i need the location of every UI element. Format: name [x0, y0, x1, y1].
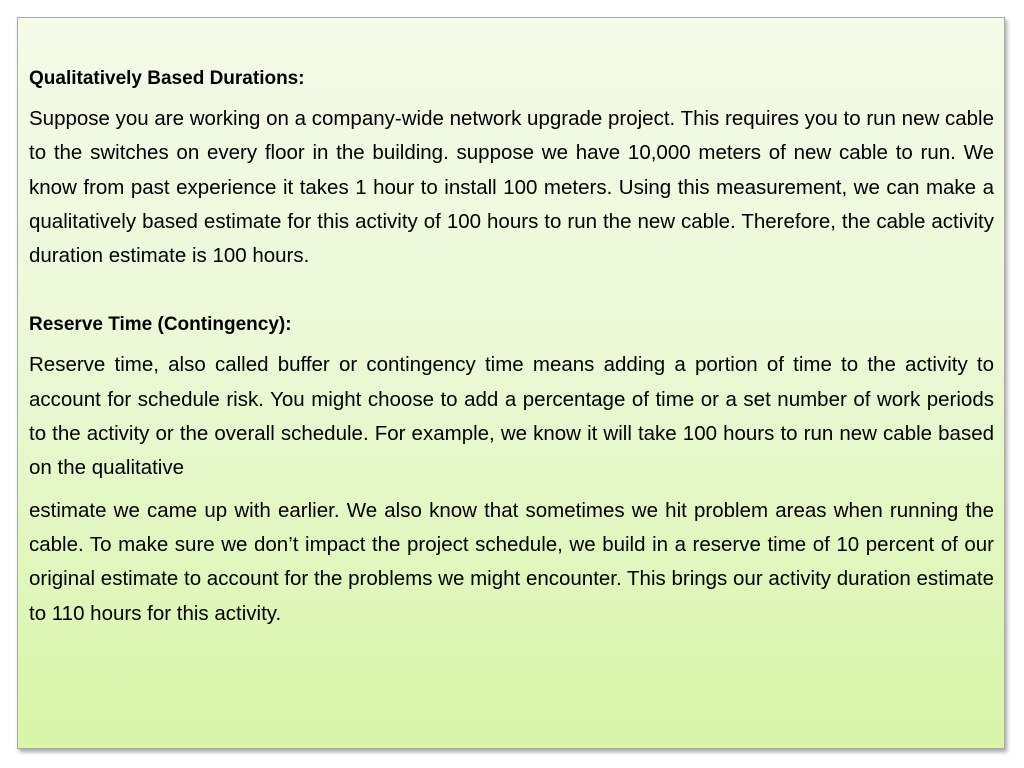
- paragraph-reserve-time-part2: estimate we came up with earlier. We also know that sometimes we hit problem areas when running the cable. To make sure we don’t impact the project schedule, we build in a reserve time of 10 percent of our original estimate to account for the problems we might encounter. This brings our activity duration estimate to 110 hours for this activity.: [29, 498, 994, 625]
- paragraph-reserve-time-part1: Reserve time, also called buffer or contingency time means adding a portion of time to the activity to account for schedule risk. You might choose to add a percentage of time or a set number of work periods to the activity or the overall schedule. For example, we know it will take 100 hours to run new cable based on the qualitative: [29, 353, 994, 480]
- section-heading-qualitative-durations: Qualitatively Based Durations:: [29, 68, 305, 89]
- section-heading-reserve-time: Reserve Time (Contingency):: [29, 314, 292, 336]
- slide-content-panel: [17, 17, 1005, 749]
- section-gap: [29, 273, 994, 314]
- paragraph-qualitative-durations: Suppose you are working on a company-wide network upgrade project. This requires you to run new cable to the switches on every floor in the building. suppose we have 10,000 meters of new cable to run. We know from past experience it takes 1 hour to install 100 meters. Using this measurement, we can make a qualitatively based estimate for this activity of 100 hours to run the new cable. Therefore, the cable activity duration estimate is 100 hours.: [29, 107, 994, 268]
- paragraph-gap: [29, 486, 994, 494]
